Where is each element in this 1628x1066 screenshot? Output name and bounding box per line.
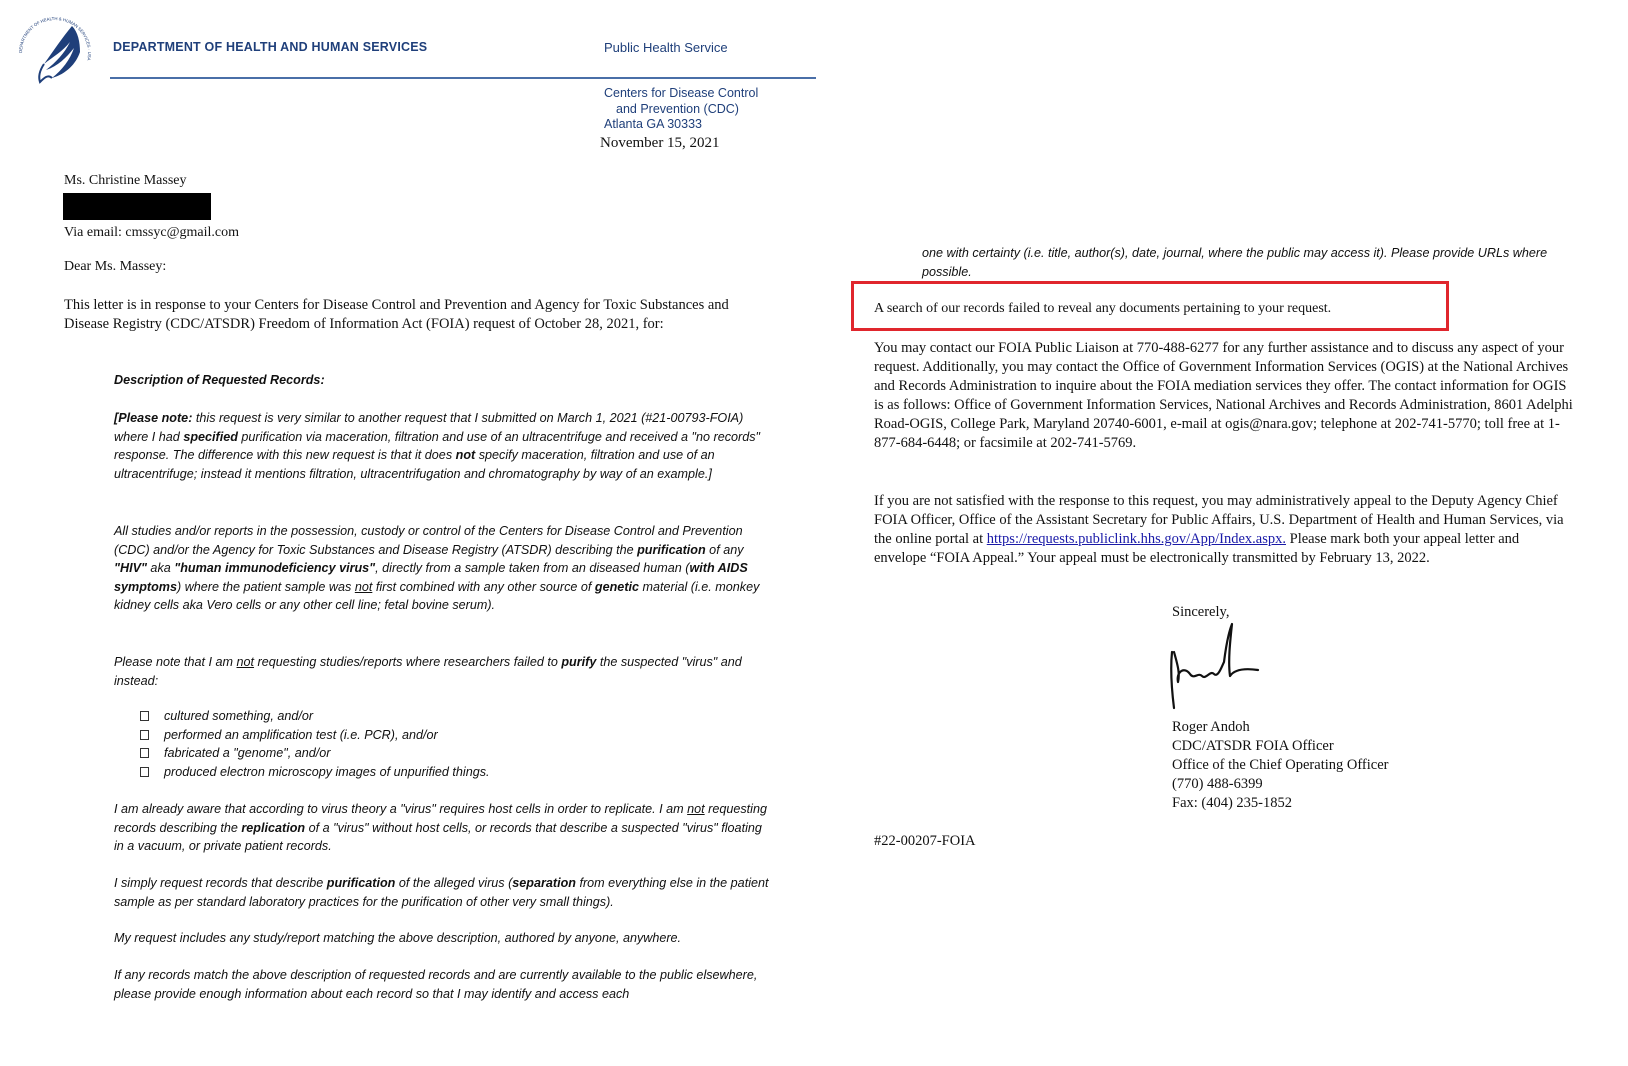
text-run: requesting studies/reports where researchers failed to <box>254 655 562 669</box>
text-run: aka <box>146 561 175 576</box>
text-run: material (i.e. monkey kidney cells aka Vero cells or any other cell line; fetal bovine serum). <box>114 579 760 613</box>
signer-phone: (770) 488-6399 <box>1172 776 1263 792</box>
bullet-text: cultured something, and/or <box>164 709 314 723</box>
no-records-statement: A search of our records failed to reveal any documents pertaining to your request. <box>874 301 1332 316</box>
text-run: "human immunodeficiency virus" <box>174 561 376 576</box>
appeal-portal-link[interactable]: https://requests.publiclink.hhs.gov/App/Index.aspx. <box>986 531 1286 547</box>
text-run: I simply request records that describe <box>114 876 327 890</box>
text-run: of the alleged virus ( <box>395 876 513 890</box>
service-name: Public Health Service <box>604 40 728 55</box>
signature-block <box>1172 718 1388 813</box>
signer-title: CDC/ATSDR FOIA Officer <box>1172 738 1334 754</box>
text-run: I am already aware that according to virus theory a "virus" requires host cells in order to replicate. I am <box>114 802 688 816</box>
bullet-text: performed an amplification test (i.e. PCR), and/or <box>164 727 438 742</box>
request-includes-paragraph: My request includes any study/report matching the above description, authored by anyone, anywhere. <box>114 931 682 945</box>
address-line: Atlanta GA 30333 <box>604 117 702 131</box>
text-run: purify <box>561 655 597 669</box>
text-run: not <box>687 802 705 816</box>
reference-number: #22-00207-FOIA <box>874 833 976 849</box>
handwritten-signature <box>1168 622 1264 714</box>
request-please-note-paragraph <box>114 653 769 690</box>
text-run: Please mark both your appeal letter and envelope “FOIA Appeal.” Your appeal must be electronically transmitted by February 13, 2022. <box>874 531 1520 566</box>
bullet-box-icon <box>140 711 149 721</box>
department-name: DEPARTMENT OF HEALTH AND HUMAN SERVICES <box>113 40 428 54</box>
text-run: purification via maceration, filtration and use of an ultracentrifuge and received a "no records" response. The difference with this new request is that it does <box>114 429 760 463</box>
text-run: this request is very similar to another request that I submitted on March 1, 2021 (#21-00793-FOIA) where I had <box>114 411 744 444</box>
text-run: ) where the patient sample was <box>177 579 355 594</box>
text-run: the suspected "virus" and instead: <box>114 655 742 688</box>
list-item <box>140 763 740 782</box>
text-run: not <box>236 655 255 669</box>
seal-text: DEPARTMENT OF HEALTH & HUMAN SERVICES · USA <box>17 15 93 62</box>
text-run: , directly from a sample taken from an diseased human ( <box>375 561 690 576</box>
bullet-box-icon <box>140 748 149 758</box>
request-aware-paragraph <box>114 800 769 856</box>
text-run: [Please note: <box>114 411 193 425</box>
list-item <box>140 726 740 745</box>
text-run: requesting records describing the <box>114 802 767 835</box>
cdc-address <box>604 86 758 133</box>
text-run: first combined with any other source of <box>372 579 595 594</box>
address-line: and Prevention (CDC) <box>616 101 739 116</box>
bullet-box-icon <box>140 730 149 740</box>
signer-name: Roger Andoh <box>1172 719 1250 735</box>
request-all-studies-paragraph <box>114 522 769 615</box>
signer-fax: Fax: (404) 235-1852 <box>1172 795 1293 811</box>
text-run: All studies and/or reports in the possession, custody or control of the Centers for Disease Control and Prevention (CDC) and/or the Agency for Toxic Substances and Disease Registry (ATSDR) describing the <box>114 524 743 557</box>
bullet-text: fabricated a "genome", and/or <box>164 746 331 761</box>
text-run: genetic <box>594 579 640 594</box>
text-run: replication <box>241 820 306 835</box>
text-run: from everything else in the patient sample as per standard laboratory practices for the purification of other very small things). <box>114 876 769 909</box>
request-heading: Description of Requested Records: <box>114 373 325 387</box>
text-run: with AIDS symptoms <box>114 561 748 594</box>
text-run: of any <box>705 542 744 557</box>
request-continued-text: one with certainty (i.e. title, author(s), date, journal, where the public may access it). Please provide URLs where possible. <box>922 246 1548 279</box>
text-run: specify maceration, filtration and use of an ultracentrifuge; instead it mentions filtration, ultracentrifugation and chromatography by way of an example.] <box>114 448 715 481</box>
header-divider <box>110 77 816 79</box>
text-run: If you are not satisfied with the response to this request, you may administratively appeal to the Deputy Agency Chief FOIA Officer, Office of the Assistant Secretary for Public Affairs, U.S. Department of Health and Human Services, via the online portal at <box>874 493 1564 547</box>
intro-paragraph: This letter is in response to your Centers for Disease Control and Prevention and Agency for Toxic Substances and Disease Registry (CDC/ATSDR) Freedom of Information Act (FOIA) request of October 28, 2021, for: <box>64 297 729 332</box>
request-simply-paragraph <box>114 874 769 911</box>
text-run: Please note that I am <box>114 655 237 669</box>
text-run: purification <box>326 876 396 890</box>
appeal-paragraph <box>874 492 1574 568</box>
bullet-box-icon <box>140 767 149 777</box>
hhs-seal-logo <box>14 12 96 94</box>
list-item <box>140 707 740 726</box>
text-run: not <box>455 448 476 463</box>
foia-contact-paragraph: You may contact our FOIA Public Liaison at 770-488-6277 for any further assistance and to discuss any aspect of your request. Additionally, you may contact the Office of Government Information Services (OGIS) at the National Archives and Records Administration to inquire about the FOIA mediation services they offer. The contact information for OGIS is as follows: Office of Government Information Services, National Archives and Records Administration, 8601 Adelphi Road-OGIS, College Park, Maryland 20740-6001, e-mail at ogis@nara.gov; telephone at 202-741-5770; toll free at 1-877-684-6448; or facsimile at 202-741-5769. <box>874 340 1573 451</box>
text-run: specified <box>183 429 238 444</box>
text-run: of a "virus" without host cells, or records that describe a suspected "virus" floating in a vacuum, or private patient records. <box>114 820 762 854</box>
salutation: Dear Ms. Massey: <box>64 259 167 274</box>
recipient-name: Ms. Christine Massey <box>64 173 187 188</box>
address-line: Centers for Disease Control <box>604 86 759 100</box>
list-item <box>140 744 740 763</box>
closing: Sincerely, <box>1172 604 1230 620</box>
text-run: "HIV" <box>114 561 147 576</box>
redacted-address <box>63 193 211 220</box>
signer-office: Office of the Chief Operating Officer <box>1172 757 1389 773</box>
request-if-any-paragraph: If any records match the above description of requested records and are currently available to the public elsewhere, please provide enough information about each record so that I may identify and access each <box>114 968 758 1001</box>
request-note-paragraph <box>114 409 769 483</box>
request-bullet-list <box>140 707 740 781</box>
recipient-email: Via email: cmssyc@gmail.com <box>64 225 239 240</box>
text-run: purification <box>637 542 706 557</box>
bullet-text: produced electron microscopy images of unpurified things. <box>164 764 490 779</box>
letter-date: November 15, 2021 <box>600 135 720 151</box>
text-run: separation <box>512 876 576 890</box>
text-run: not <box>354 579 373 594</box>
